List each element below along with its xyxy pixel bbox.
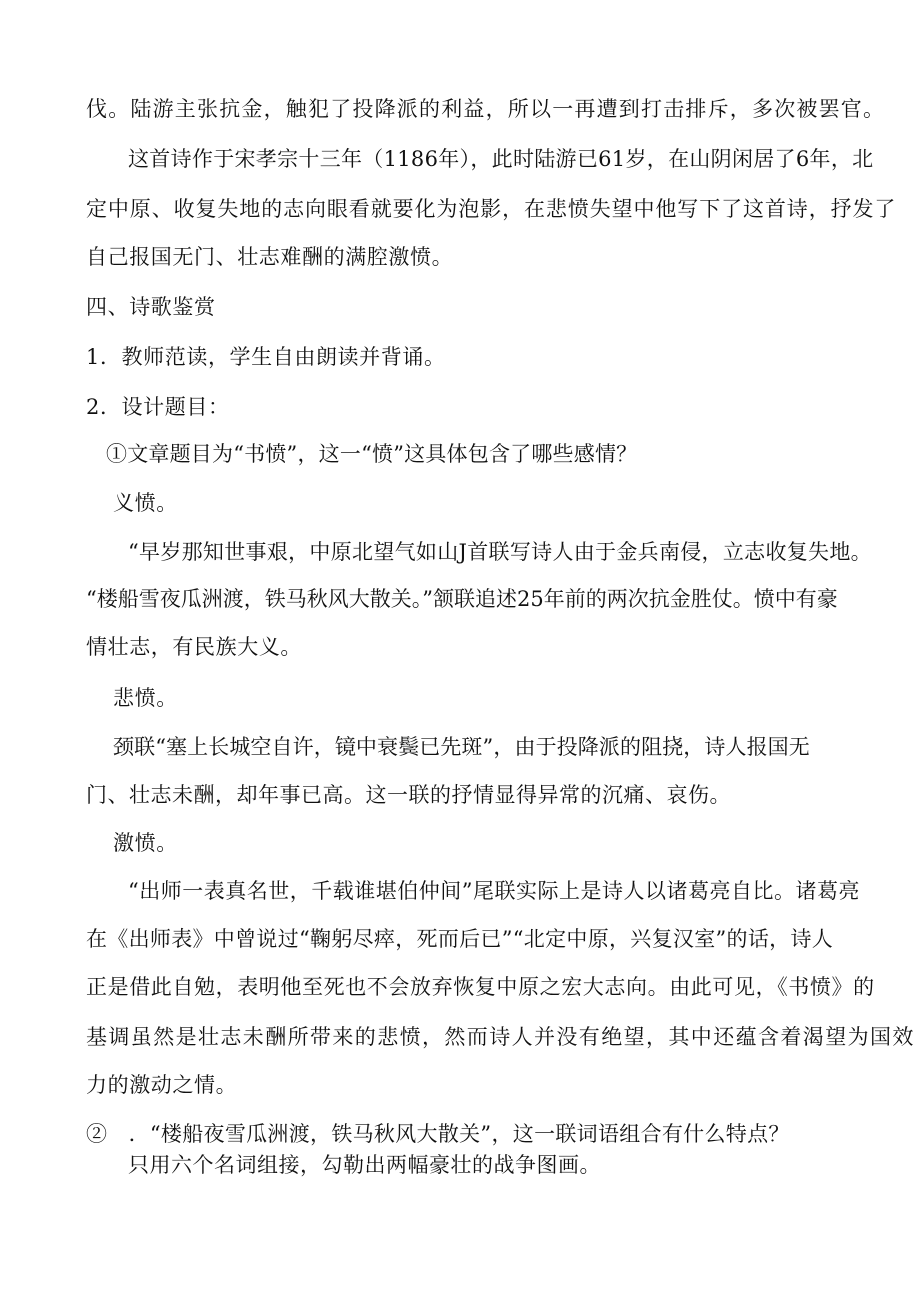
text-line: “出师一表真名世，千载谁堪伯仲间”尾联实际上是诗人以诸葛亮自比。诸葛亮 bbox=[128, 879, 860, 903]
text-line: “楼船雪夜瓜洲渡，铁马秋风大散关。”颔联追述25年前的两次抗金胜仗。愤中有豪 bbox=[86, 587, 838, 611]
text-line: 定中原、收复失地的志向眼看就要化为泡影，在悲愤失望中他写下了这首诗，抒发了 bbox=[86, 197, 897, 221]
list-item: 1．教师范读，学生自由朗读并背诵。 bbox=[86, 345, 446, 369]
text-line: 颈联“塞上长城空自许，镜中衰鬓已先斑”，由于投降派的阻挠，诗人报国无 bbox=[113, 735, 810, 759]
text-line: 基调虽然是壮志未酬所带来的悲愤，然而诗人并没有绝望，其中还蕴含着渴望为国效 bbox=[86, 1025, 915, 1049]
text-line: 门、壮志未酬，却年事已高。这一联的抒情显得异常的沉痛、哀伤。 bbox=[86, 783, 731, 807]
text-line: 正是借此自勉，表明他至死也不会放弃恢复中原之宏大志向。由此可见，《书愤》的 bbox=[86, 975, 875, 999]
list-item: 2．设计题目： bbox=[86, 395, 230, 419]
text-line: “早岁那知世事艰，中原北望气如山J首联写诗人由于金兵南侵，立志收复失地。 bbox=[128, 540, 872, 564]
answer-line: 只用六个名词组接，勾勒出两幅豪壮的战争图画。 bbox=[128, 1153, 601, 1177]
question: ② ．“楼船夜雪瓜洲渡，铁马秋风大散关”，这一联词语组合有什么特点？ bbox=[86, 1122, 790, 1146]
text-line: 力的激动之情。 bbox=[86, 1073, 238, 1097]
text-line: 在《出师表》中曾说过“鞠躬尽瘁，死而后已”“北定中原，兴复汉室”的话，诗人 bbox=[86, 927, 834, 951]
question: ①文章题目为“书愤”，这一“愤”这具体包含了哪些感情？ bbox=[106, 442, 638, 466]
subheading: 激愤。 bbox=[113, 831, 178, 855]
subheading: 悲愤。 bbox=[113, 686, 178, 710]
text-line: 自己报国无门、壮志难酬的满腔激愤。 bbox=[86, 245, 454, 269]
section-heading: 四、诗歌鉴赏 bbox=[86, 295, 216, 319]
subheading: 义愤。 bbox=[113, 491, 178, 515]
text-line: 伐。陆游主张抗金，触犯了投降派的利益，所以一再遭到打击排斥，多次被罢官。 bbox=[86, 97, 886, 121]
text-line: 这首诗作于宋孝宗十三年（1186年），此时陆游已61岁，在山阴闲居了6年，北 bbox=[128, 147, 874, 171]
text-line: 情壮志，有民族大义。 bbox=[86, 635, 302, 659]
